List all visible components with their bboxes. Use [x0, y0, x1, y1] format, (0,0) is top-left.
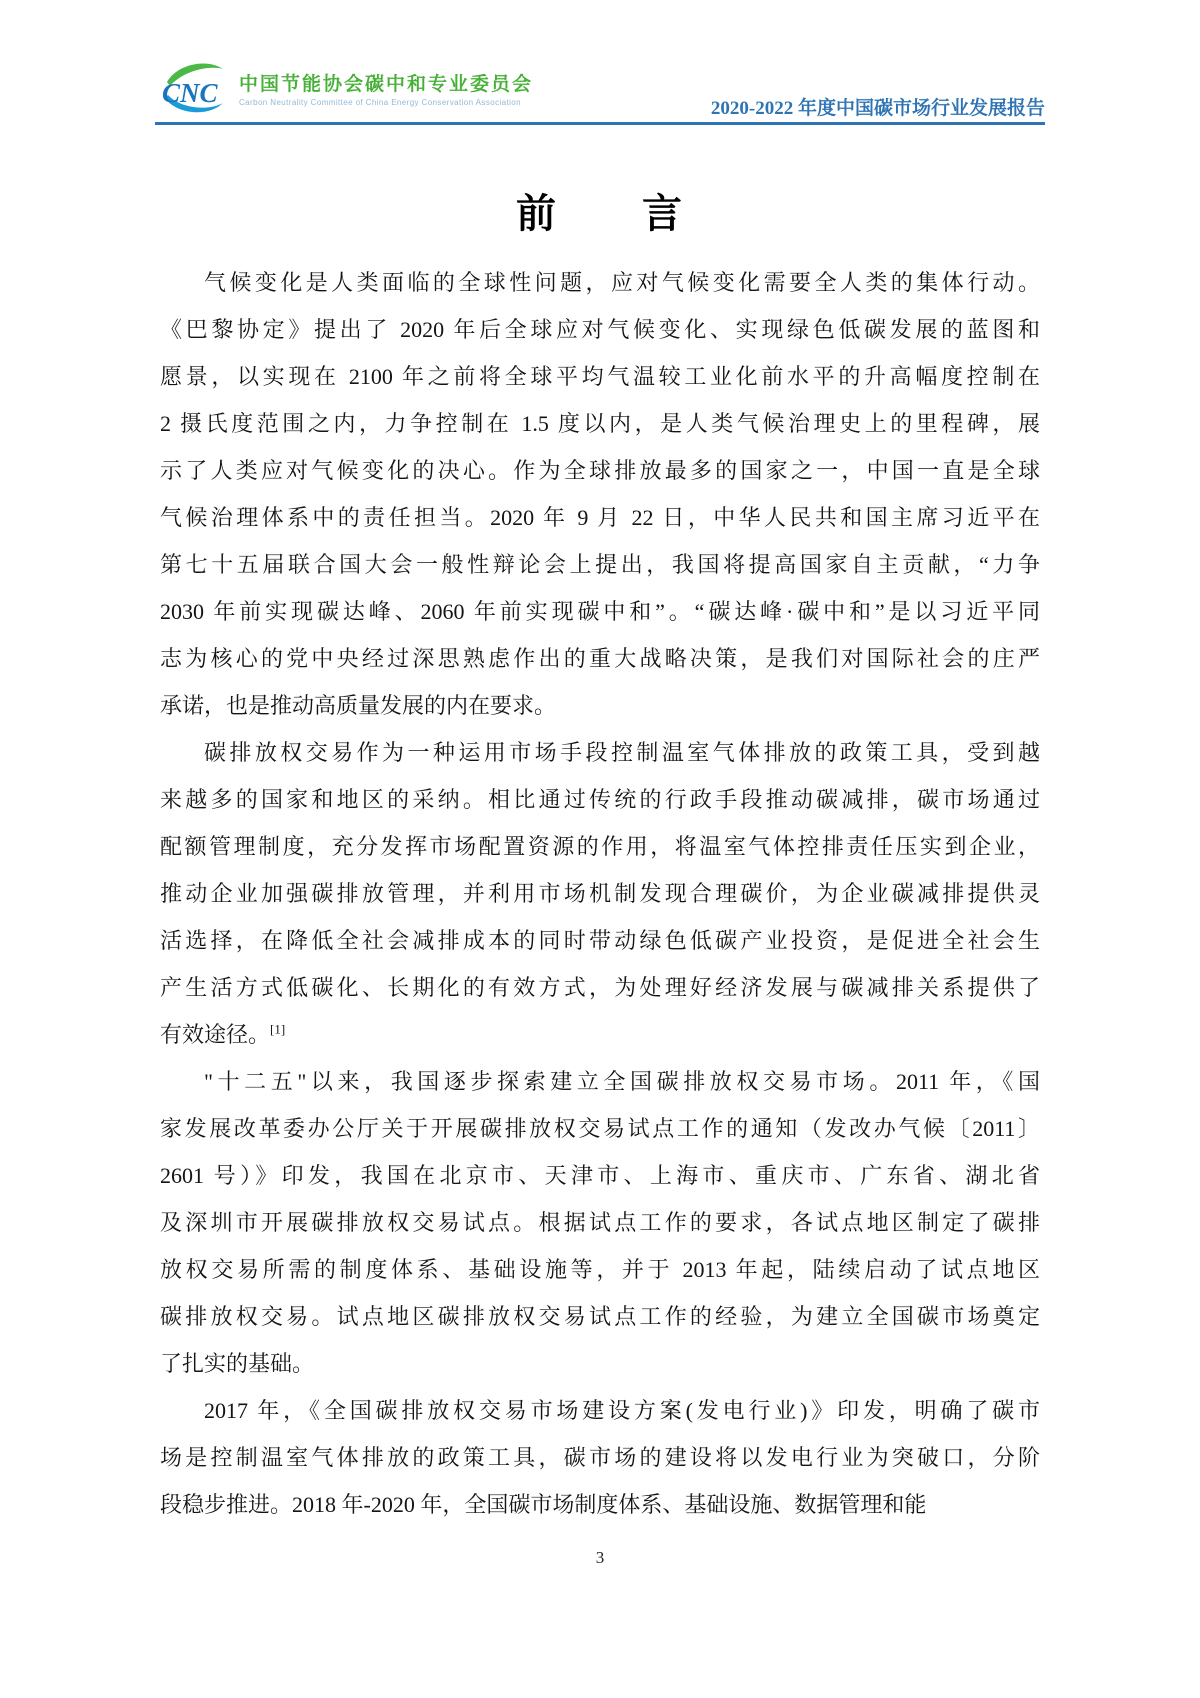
body-line: 2017 年，《全国碳排放权交易市场建设方案(发电行业)》印发，明确了碳市 — [204, 1398, 1040, 1423]
org-name-en: Carbon Neutrality Committee of China Energy Conservation Association — [239, 98, 521, 107]
page-header — [155, 58, 1045, 128]
body-line: 碳排放权交易作为一种运用市场手段控制温室气体排放的政策工具，受到越 — [204, 740, 1040, 765]
body-line: 家发展改革委办公厅关于开展碳排放权交易试点工作的通知（发改办气候〔2011〕 — [160, 1116, 1040, 1141]
org-name-zh: 中国节能协会碳中和专业委员会 — [239, 74, 534, 95]
page-number: 3 — [595, 1548, 605, 1567]
body-line: 配额管理制度，充分发挥市场配置资源的作用，将温室气体控排责任压实到企业， — [160, 834, 1040, 859]
body-line: 及深圳市开展碳排放权交易试点。根据试点工作的要求，各试点地区制定了碳排 — [160, 1210, 1040, 1235]
body-line: 2 摄氏度范围之内，力争控制在 1.5 度以内，是人类气候治理史上的里程碑，展 — [160, 411, 1040, 436]
org-names — [239, 73, 533, 109]
body-line: 示了人类应对气候变化的决心。作为全球排放最多的国家之一，中国一直是全球 — [160, 458, 1040, 483]
body-line: 段稳步推进。2018 年-2020 年，全国碳市场制度体系、基础设施、数据管理和能 — [160, 1492, 927, 1517]
body-line: 2030 年前实现碳达峰、2060 年前实现碳中和”。“碳达峰·碳中和”是以习近平同 — [160, 599, 1040, 624]
header-report-title: 2020-2022 年度中国碳市场行业发展报告 — [710, 98, 1045, 119]
body-line: 场是控制温室气体排放的政策工具，碳市场的建设将以发电行业为突破口，分阶 — [160, 1445, 1040, 1470]
body-line: "十二五"以来，我国逐步探索建立全国碳排放权交易市场。2011 年，《国 — [204, 1069, 1040, 1094]
body-line: 活选择，在降低全社会减排成本的同时带动绿色低碳产业投资，是促进全社会生 — [160, 928, 1040, 953]
body-line: 2601 号）》印发，我国在北京市、天津市、上海市、重庆市、广东省、湖北省 — [160, 1163, 1040, 1188]
body-line: 第七十五届联合国大会一般性辩论会上提出，我国将提高国家自主贡献，“力争 — [160, 552, 1040, 577]
body-line: 《巴黎协定》提出了 2020 年后全球应对气候变化、实现绿色低碳发展的蓝图和 — [160, 317, 1040, 342]
body-line: 推动企业加强碳排放管理，并利用市场机制发现合理碳价，为企业碳减排提供灵 — [160, 881, 1040, 906]
body-line: 志为核心的党中央经过深思熟虑作出的重大战略决策，是我们对国际社会的庄严 — [160, 646, 1040, 671]
body-line: 气候变化是人类面临的全球性问题，应对气候变化需要全人类的集体行动。 — [204, 270, 1040, 295]
page-title: 前 言 — [516, 192, 684, 236]
cnc-logo-icon — [157, 58, 231, 118]
foreword-body — [160, 259, 1040, 1528]
footnote-ref: [1] — [270, 1021, 286, 1037]
header-divider — [155, 122, 1045, 125]
body-line: 承诺，也是推动高质量发展的内在要求。 — [160, 693, 557, 718]
body-line: 产生活方式低碳化、长期化的有效方式，为处理好经济发展与碳减排关系提供了 — [160, 975, 1040, 1000]
body-line: 放权交易所需的制度体系、基础设施等，并于 2013 年起，陆续启动了试点地区 — [160, 1257, 1040, 1282]
org-logo — [157, 58, 533, 118]
body-line: 来越多的国家和地区的采纳。相比通过传统的行政手段推动碳减排，碳市场通过 — [160, 787, 1040, 812]
body-line: 气候治理体系中的责任担当。2020 年 9 月 22 日，中华人民共和国主席习近平在 — [160, 505, 1040, 530]
body-line: 碳排放权交易。试点地区碳排放权交易试点工作的经验，为建立全国碳市场奠定 — [160, 1304, 1040, 1329]
body-line: 有效途径。[1] — [160, 1021, 286, 1047]
body-line: 愿景，以实现在 2100 年之前将全球平均气温较工业化前水平的升高幅度控制在 — [160, 364, 1040, 389]
body-line: 了扎实的基础。 — [160, 1351, 315, 1376]
svg-text:CNC: CNC — [162, 78, 218, 108]
